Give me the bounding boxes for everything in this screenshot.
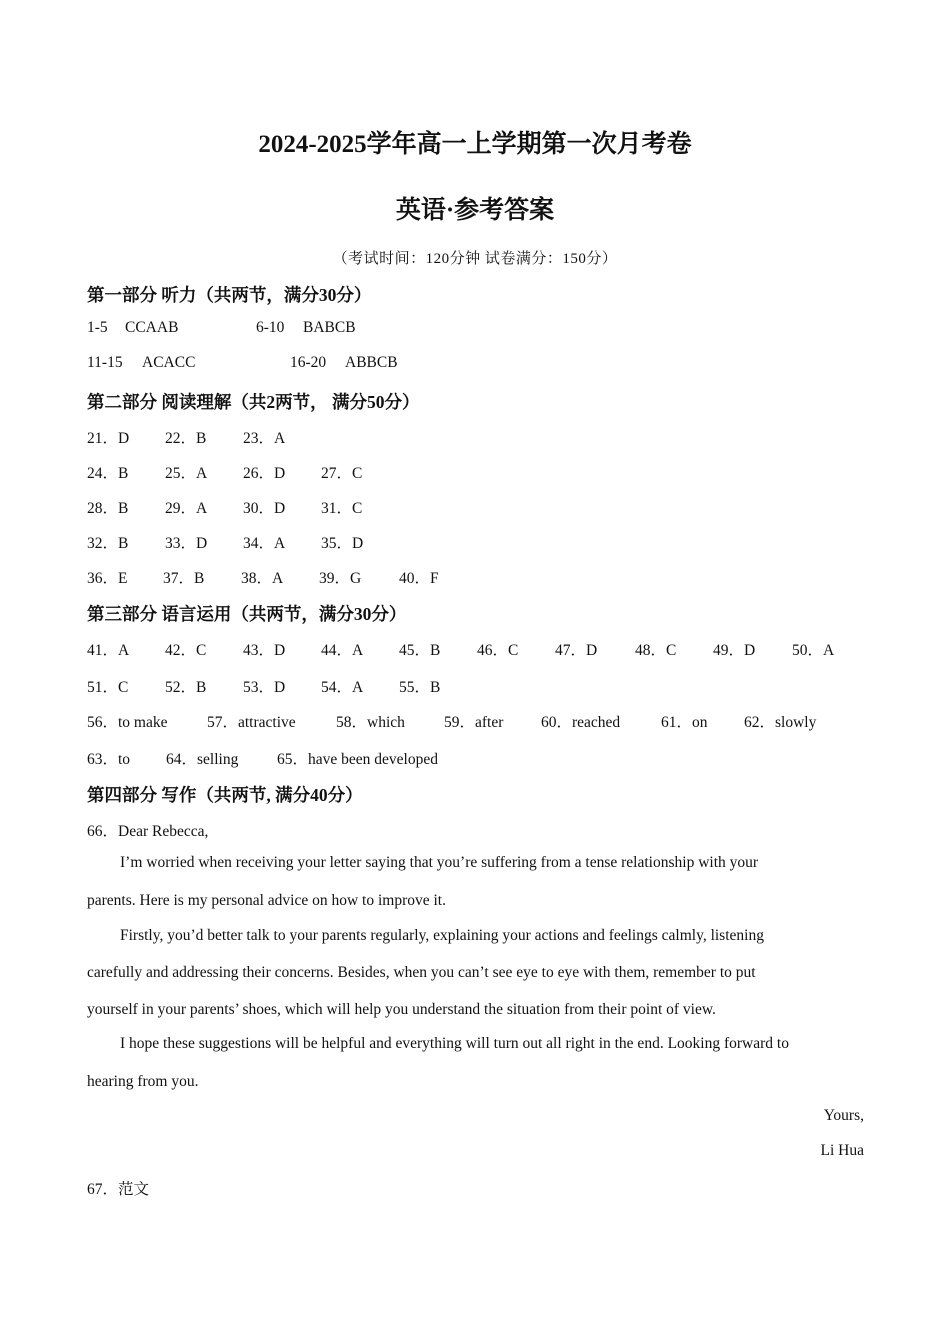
- letter-paragraph-line: hearing from you.: [87, 1073, 199, 1090]
- answer-item: 60．reached: [541, 714, 621, 731]
- answer-item: 49．D: [713, 642, 756, 659]
- answer-item: 61．on: [661, 714, 708, 731]
- answer-item: 37．B: [163, 570, 205, 587]
- answer-range-label: 1-5: [87, 319, 108, 336]
- answer-item: 35．D: [321, 535, 364, 552]
- answer-item: 27．C: [321, 465, 363, 482]
- answer-item: 59．after: [444, 714, 504, 731]
- answer-item: 39．G: [319, 570, 362, 587]
- answer-item: 25．A: [165, 465, 208, 482]
- answer-item: 32．B: [87, 535, 129, 552]
- answer-item: 56．to make: [87, 714, 168, 731]
- answer-range-label: 16-20: [290, 354, 327, 371]
- answer-item: 65．have been developed: [277, 751, 438, 768]
- exam-note: （考试时间：120分钟 试卷满分：150分）: [332, 251, 618, 267]
- answer-range-value: ABBCB: [345, 354, 398, 371]
- answer-item: 54．A: [321, 679, 364, 696]
- answer-item: 43．D: [243, 642, 286, 659]
- page-subtitle: 英语·参考答案: [395, 197, 555, 224]
- answer-item: 45．B: [399, 642, 441, 659]
- page-title: 2024-2025学年高一上学期第一次月考卷: [258, 131, 692, 158]
- answer-item: 36．E: [87, 570, 128, 587]
- letter-paragraph-line: I’m worried when receiving your letter saying that you’re suffering from a tense relationship with your: [120, 854, 759, 871]
- answer-range-value: CCAAB: [125, 319, 179, 336]
- answer-item: 26．D: [243, 465, 286, 482]
- answer-item: 46．C: [477, 642, 519, 659]
- letter-paragraph-line: Firstly, you’d better talk to your parents regularly, explaining your actions and feelings calmly, listening: [120, 927, 764, 944]
- answer-range-value: BABCB: [303, 319, 356, 336]
- answer-item: 47．D: [555, 642, 598, 659]
- answer-range-label: 6-10: [256, 319, 285, 336]
- answer-range-label: 11-15: [87, 354, 123, 371]
- answer-item: 29．A: [165, 500, 208, 517]
- letter-paragraph-line: I hope these suggestions will be helpful and everything will turn out all right in the end. Looking forward to: [120, 1035, 789, 1052]
- answer-item: 22．B: [165, 430, 207, 447]
- part2-heading: 第二部分 阅读理解（共2两节， 满分50分）: [87, 392, 420, 412]
- answer-item: 55．B: [399, 679, 441, 696]
- answer-item: 50．A: [792, 642, 835, 659]
- answer-item: 44．A: [321, 642, 364, 659]
- answer-item: 48．C: [635, 642, 677, 659]
- answer-item: 33．D: [165, 535, 208, 552]
- answer-item: 52．B: [165, 679, 207, 696]
- letter-paragraph-line: yourself in your parents’ shoes, which will help you understand the situation from their point of view.: [87, 1001, 716, 1018]
- letter-signature: Li Hua: [820, 1142, 864, 1159]
- answer-item: 51．C: [87, 679, 129, 696]
- part3-heading: 第三部分 语言运用（共两节，满分30分）: [87, 604, 407, 624]
- answer-item: 64．selling: [166, 751, 239, 768]
- answer-item: 62．slowly: [744, 714, 817, 731]
- answer-item: 42．C: [165, 642, 207, 659]
- answer-item: 30．D: [243, 500, 286, 517]
- answer-item: 53．D: [243, 679, 286, 696]
- letter-paragraph-line: parents. Here is my personal advice on how to improve it.: [87, 892, 446, 909]
- answer-item: 38．A: [241, 570, 284, 587]
- part4-heading: 第四部分 写作（共两节, 满分40分）: [87, 785, 363, 805]
- answer-item: 58．which: [336, 714, 405, 731]
- answer-item: 21．D: [87, 430, 130, 447]
- answer-item: 31．C: [321, 500, 363, 517]
- item-67-label: 67．范文: [87, 1181, 150, 1198]
- letter-paragraph-line: carefully and addressing their concerns. Besides, when you can’t see eye to eye with them, remember to put: [87, 964, 756, 981]
- part1-heading: 第一部分 听力（共两节，满分30分）: [87, 285, 372, 305]
- answer-item: 41．A: [87, 642, 130, 659]
- answer-item: 40．F: [399, 570, 439, 587]
- answer-item: 28．B: [87, 500, 129, 517]
- letter-greeting: 66．Dear Rebecca,: [87, 823, 209, 840]
- answer-item: 24．B: [87, 465, 129, 482]
- answer-item: 23．A: [243, 430, 286, 447]
- answer-item: 57．attractive: [207, 714, 296, 731]
- letter-closing: Yours,: [823, 1107, 864, 1124]
- answer-item: 34．A: [243, 535, 286, 552]
- answer-item: 63．to: [87, 751, 131, 768]
- answer-range-value: ACACC: [142, 354, 196, 371]
